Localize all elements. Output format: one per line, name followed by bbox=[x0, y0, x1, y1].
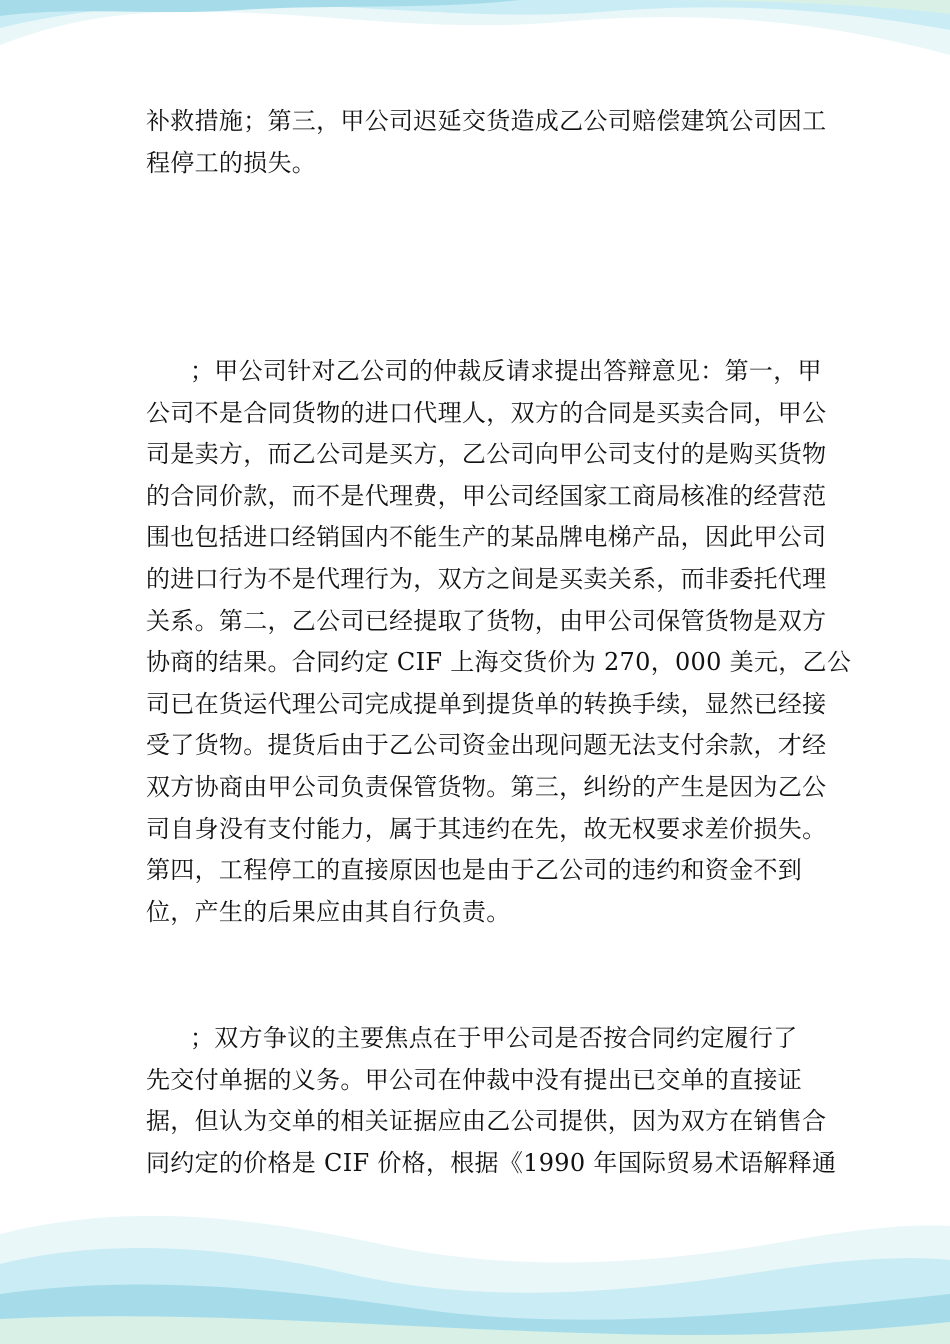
paragraph-3 bbox=[146, 1018, 837, 1184]
text-line: 第四，工程停工的直接原因也是由于乙公司的违约和资金不到 bbox=[146, 856, 803, 885]
text-line: 受了货物。提货后由于乙公司资金出现问题无法支付余款，才经 bbox=[146, 731, 827, 760]
text-line: 协商的结果。合同约定 CIF 上海交货价为 270，000 美元，乙公 bbox=[146, 648, 852, 677]
text-line: 同约定的价格是 CIF 价格，根据《1990 年国际贸易术语解释通 bbox=[146, 1148, 837, 1177]
text-line: ；甲公司针对乙公司的仲裁反请求提出答辩意见：第一，甲 bbox=[190, 357, 822, 385]
paragraph-2 bbox=[146, 351, 852, 933]
text-line: 双方协商由甲公司负责保管货物。第三，纠纷的产生是因为乙公 bbox=[146, 772, 827, 801]
text-line: 关系。第二，乙公司已经提取了货物，由甲公司保管货物是双方 bbox=[146, 606, 827, 635]
text-line: 司自身没有支付能力，属于其违约在先，故无权要求差价损失。 bbox=[146, 814, 827, 843]
text-line: 司是卖方，而乙公司是买方，乙公司向甲公司支付的是购买货物 bbox=[146, 440, 827, 469]
paragraph-1 bbox=[146, 101, 827, 184]
top-wave-decoration bbox=[0, 0, 950, 90]
text-line: 公司不是合同货物的进口代理人，双方的合同是买卖合同，甲公 bbox=[146, 398, 827, 427]
text-line: 位，产生的后果应由其自行负责。 bbox=[146, 897, 511, 926]
text-line: 围也包括进口经销国内不能生产的某品牌电梯产品，因此甲公司 bbox=[146, 523, 827, 552]
text-line: ；双方争议的主要焦点在于甲公司是否按合同约定履行了 bbox=[190, 1024, 798, 1052]
text-line: 补救措施；第三，甲公司迟延交货造成乙公司赔偿建筑公司因工 bbox=[146, 107, 827, 135]
text-line: 的合同价款，而不是代理费，甲公司经国家工商局核准的经营范 bbox=[146, 481, 827, 510]
text-line: 的进口行为不是代理行为，双方之间是买卖关系，而非委托代理 bbox=[146, 564, 827, 593]
text-line: 先交付单据的义务。甲公司在仲裁中没有提出已交单的直接证 bbox=[146, 1065, 803, 1094]
text-line: 司已在货运代理公司完成提单到提货单的转换手续，显然已经接 bbox=[146, 689, 827, 718]
text-line: 据，但认为交单的相关证据应由乙公司提供，因为双方在销售合 bbox=[146, 1107, 827, 1136]
text-line: 程停工的损失。 bbox=[146, 148, 317, 177]
